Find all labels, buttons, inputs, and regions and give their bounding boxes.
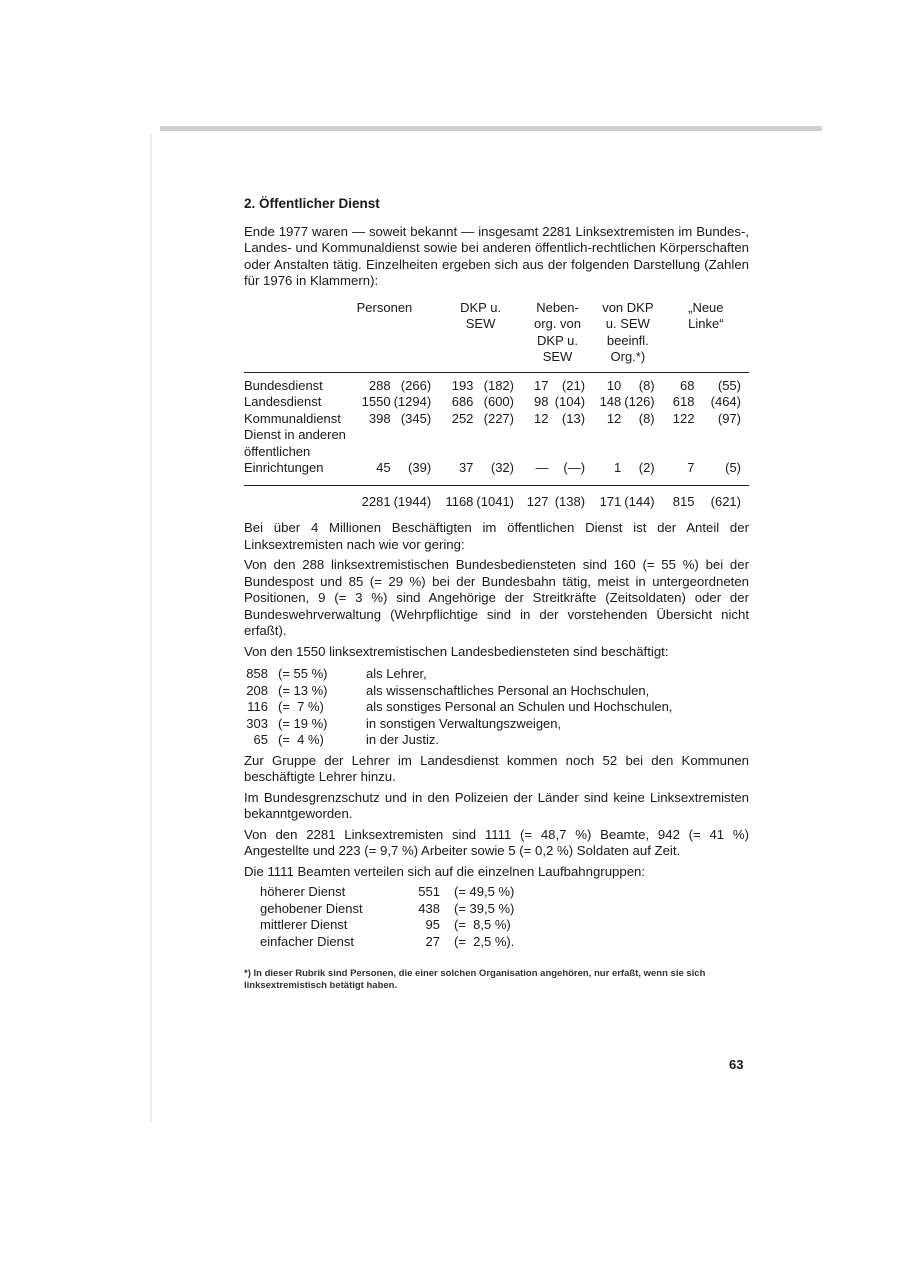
cell-prev: (5) [725,460,741,475]
paragraph-verteilung: Von den 2281 Linksextremisten sind 1111 (= 48,7 %) Beamte, 942 (= 41 %) Angestellte und 223 (= 9,7 %) Arbeiter sowie 5 (= 0,2 %) Soldaten auf Zeit. [244,826,749,858]
cell-prev: (8) [638,410,655,426]
cell-prev: (464) [710,394,741,409]
section-heading: 2. Öffentlicher Dienst [244,196,380,211]
laufbahn-table [260,884,514,950]
footnote: *) In dieser Rubrik sind Personen, die einer solchen Organisation angehören, nur erfaßt, wenn sie sich linksextremistisch betätigt haben. [244,968,706,991]
cell-value: 252 [451,410,474,426]
paragraph-anteil: Bei über 4 Millionen Beschäftigten im öffentlichen Dienst ist der Anteil der Linksextremisten nach wie vor gering: [244,520,749,552]
row-label: Kommunaldienst [244,410,341,426]
col-header-beeinfl: von DKP u. SEW beeinfl. Org.*) [602,299,654,364]
cell-value: 37 [458,460,474,475]
total-prev: (1944) [394,485,440,510]
cell-prev: (13) [561,410,586,426]
cell-value: 10 [593,372,624,394]
total-value: 1168 [439,485,476,510]
total-prev: (138) [551,485,593,510]
page-number: 63 [729,1057,744,1072]
table-header-row [244,300,749,373]
cell-prev: (21) [551,372,593,394]
cell-prev: (126) [624,394,655,409]
list-item: 208 (= 13 %) als wissenschaftliches Personal an Hochschulen, [246,682,650,698]
list-item: mittlerer Dienst 95 (= 8,5 %) [260,917,511,932]
total-value: 127 [522,485,551,510]
total-prev: (144) [624,485,662,510]
cell-value: 7 [687,460,695,475]
cell-prev: (97) [717,410,741,426]
col-header-dkp: DKP u. SEW [460,299,502,331]
statistics-table [244,300,749,511]
scan-left-edge [150,133,152,1123]
cell-prev: (600) [483,394,514,409]
document-page [244,196,749,991]
cell-prev: (32) [490,460,514,475]
cell-value: 686 [451,394,474,409]
row-label: Dienst in anderen öffentlichen Einrichtungen [244,427,346,475]
paragraph-bundesgrenzschutz: Im Bundesgrenzschutz und in den Polizeien der Länder sind keine Linksextremisten bekanntgeworden. [244,789,749,821]
table-row [244,394,749,411]
cell-value: 68 [663,372,698,394]
paragraph-landesbedienstete: Von den 1550 linksextremistischen Landesbediensteten sind beschäftigt: [244,643,669,659]
cell-value: 12 [533,410,549,426]
list-item: 65 (= 4 %) in der Justiz. [253,732,439,747]
cell-prev: (104) [554,394,586,409]
table-row [244,372,749,394]
total-prev: (1041) [476,485,522,510]
cell-value: 122 [672,410,695,426]
total-prev: (621) [697,485,749,510]
cell-prev: (1294) [393,394,432,409]
cell-value: 45 [376,460,391,475]
cell-prev: (39) [408,460,432,475]
cell-prev: (55) [697,372,749,394]
cell-prev: (—) [563,460,586,475]
cell-prev: (8) [624,372,662,394]
cell-value: 618 [672,394,695,409]
cell-value: 193 [439,372,476,394]
total-value: 2281 [353,485,394,510]
total-value: 171 [593,485,624,510]
cell-prev: (266) [394,372,440,394]
cell-value: 98 [533,394,549,409]
scan-top-edge [160,126,822,131]
table-row [244,427,749,477]
table-spacer [244,477,749,486]
row-label: Bundesdienst [244,372,353,394]
table-totals-row [244,485,749,510]
cell-prev: (182) [476,372,522,394]
list-item: 116 (= 7 %) als sonstiges Personal an Schulen und Hochschulen, [247,699,673,714]
cell-value: 12 [606,410,622,426]
table-row [244,411,749,428]
paragraph-lehrer: Zur Gruppe der Lehrer im Landesdienst kommen noch 52 bei den Kommunen beschäftigte Lehrer hinzu. [244,752,749,784]
paragraph-laufbahn-intro: Die 1111 Beamten verteilen sich auf die einzelnen Laufbahngruppen: [244,863,646,879]
col-header-neue-linke: „Neue Linke“ [688,299,724,331]
cell-prev: (345) [400,410,432,426]
landesbedienstete-list [244,666,672,749]
intro-paragraph: Ende 1977 waren — soweit bekannt — insgesamt 2281 Linksextremisten im Bundes-, Landes- und Kommunaldienst sowie bei anderen öffentlich-rechtlichen Körperschaften oder Anstalten tätig. Einzelheiten ergeben sich aus der folgenden Darstellung (Zahlen für 1976 in Klammern): [244,223,749,288]
col-header-nebenorg: Neben- org. von DKP u. SEW [534,299,582,364]
cell-value: 1550 [361,394,391,409]
cell-value: 288 [353,372,394,394]
cell-prev: (2) [638,460,655,475]
cell-value: 1 [614,460,622,475]
col-header-personen: Personen [356,299,413,315]
list-item: höherer Dienst 551 (= 49,5 %) [260,884,515,899]
list-item: 303 (= 19 %) in sonstigen Verwaltungszweigen, [246,715,562,731]
cell-value: 17 [522,372,551,394]
paragraph-bundesbedienstete: Von den 288 linksextremistischen Bundesbediensteten sind 160 (= 55 %) bei der Bundespost und 85 (= 29 %) bei der Bundesbahn tätig, meist in untergeordneten Positionen, 9 (= 3 %) sind Angehörige der Streitkräfte (Zeitsoldaten) oder der Bundeswehrverwaltung (Wehrpflichtige sind in der vorstehenden Übersicht nicht erfaßt). [244,557,749,638]
list-item: gehobener Dienst 438 (= 39,5 %) [260,900,515,916]
cell-value: 148 [599,394,622,409]
cell-value: 398 [368,410,391,426]
row-label: Landesdienst [244,394,322,409]
cell-value: — [535,460,549,475]
cell-prev: (227) [483,410,514,426]
list-item: 858 (= 55 %) als Lehrer, [246,666,427,681]
total-value: 815 [663,485,698,510]
list-item: einfacher Dienst 27 (= 2,5 %). [260,933,515,949]
